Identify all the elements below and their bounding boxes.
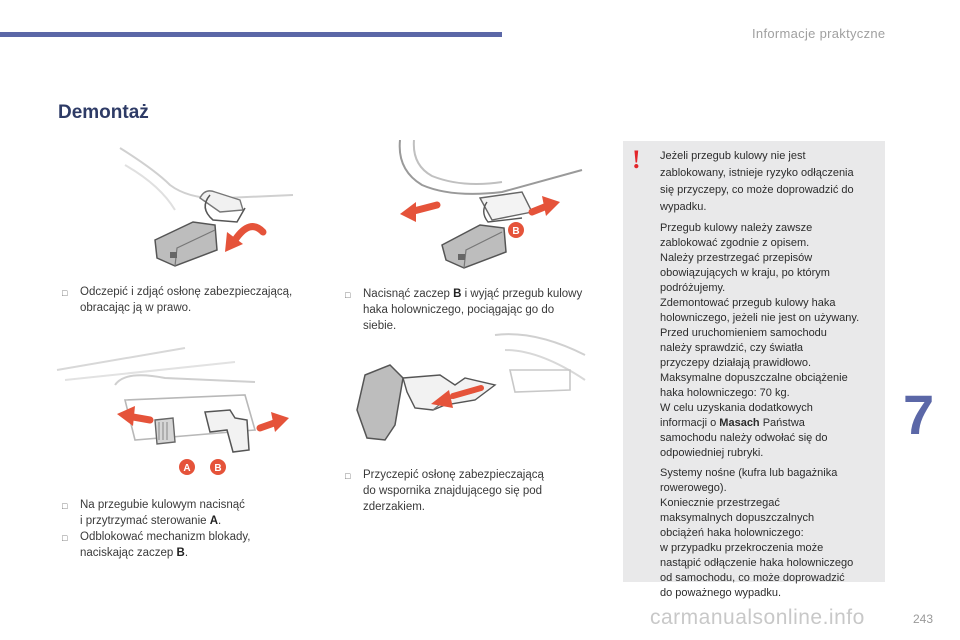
bullet-icon: □: [62, 288, 68, 298]
instruction-step-1: [62, 284, 332, 316]
bullet-icon: □: [345, 290, 351, 300]
rotate-arrow: [235, 227, 263, 240]
header-accent-bar: [0, 32, 502, 37]
bullet-icon: □: [62, 533, 68, 543]
warning-text: [660, 148, 882, 601]
bullet-icon: □: [345, 471, 351, 481]
watermark: carmanualsonline.info: [650, 606, 865, 629]
page-number: 243: [913, 612, 934, 626]
instruction-step-2: [345, 286, 615, 334]
instruction-step-3: [62, 497, 332, 561]
warning-paragraph-2: Przegub kulowy należy zawsze zablokować zgodnie z opisem. Należy przestrzegać przepisów obowiązujących w kraju, po którym podróżujemy. Zdemontować przegub kulowy haka holowniczego, jeżeli nie jest on używany. Przed uruchomieniem samochodu należy sprawdzić, czy światła przyczepy działają prawidłowo. Maksymalne dopuszczalne obciążenie haka holowniczego: 70 kg. W celu uzyskania dodatkowych informacji o Masach Państwa samochodu należy odwołać się do odpowiedniej rubryki.: [660, 222, 860, 459]
figure-lock-mechanism: [55, 340, 305, 480]
chapter-number: 7: [903, 383, 935, 446]
figure-release-coupler: [392, 140, 592, 280]
instruction-step-4: [345, 467, 615, 515]
warning-box: [623, 141, 885, 599]
figure-fit-cover: [345, 330, 590, 450]
step-text: Na przegubie kulowym nacisnąć i przytrzymać sterowanie A.: [80, 499, 245, 527]
section-title: Demontaż: [58, 102, 149, 123]
step-text: Przyczepić osłonę zabezpieczającą do wspornika znajdującego się pod zderzakiem.: [363, 469, 544, 513]
step-text: Nacisnąć zaczep B i wyjąć przegub kulowy haka holowniczego, pociągając go do siebie.: [363, 288, 583, 332]
label-b-text: B: [214, 463, 222, 474]
step-text: Odblokować mechanizm blokady, naciskając zaczep B.: [80, 531, 251, 559]
chapter-title: Informacje praktyczne: [752, 26, 886, 41]
bullet-icon: □: [62, 501, 68, 511]
warning-paragraph-1: Jeżeli przegub kulowy nie jest zablokowany, istnieje ryzyko odłączenia się przyczepy, co może doprowadzić do wypadku.: [660, 150, 854, 213]
figure-remove-cover: [115, 140, 295, 280]
label-a-text: A: [183, 463, 191, 474]
warning-icon: !: [632, 145, 641, 174]
warning-paragraph-3: Systemy nośne (kufra lub bagażnika rowerowego). Koniecznie przestrzegać maksymalnych dopuszczalnych obciążeń haka holowniczego: w przypadku przekroczenia może nastąpić odłączenie haka holowniczego od samochodu, co może doprowadzić do poważnego wypadku.: [660, 467, 854, 599]
label-b-text: B: [512, 226, 520, 237]
step-text: Odczepić i zdjąć osłonę zabezpieczającą, obracając ją w prawo.: [80, 286, 293, 314]
